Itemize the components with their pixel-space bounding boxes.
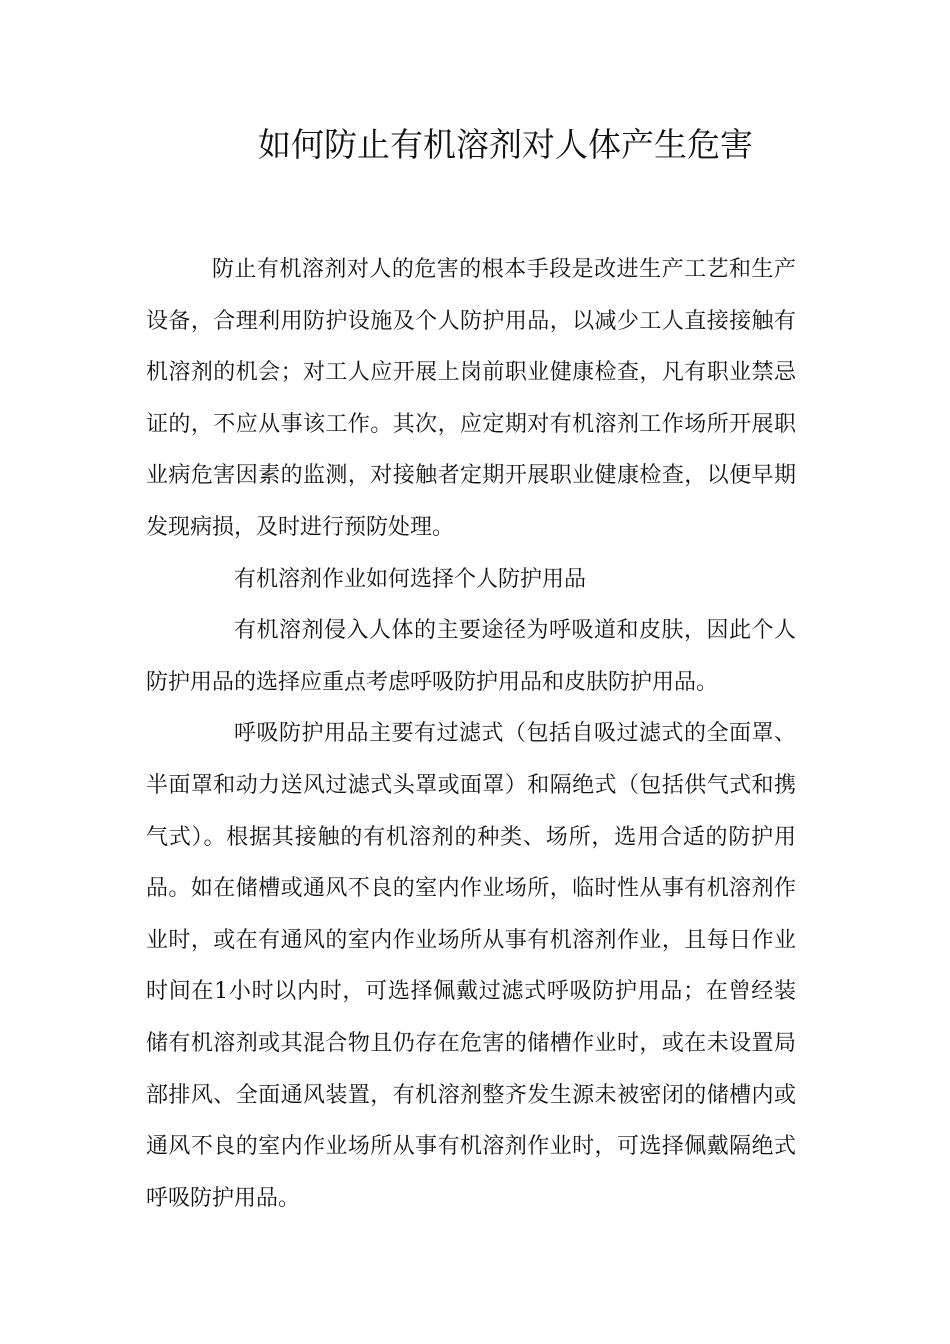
- paragraph-respiratory-protection: 呼吸防护用品主要有过滤式（包括自吸过滤式的全面罩、半面罩和动力送风过滤式头罩或面罩）和隔绝式（包括供气式和携气式）。根据其接触的有机溶剂的种类、场所，选用合适的防护用品。如在储槽或通风不良的室内作业场所，临时性从事有机溶剂作业时，或在有通风的室内作业场所从事有机溶剂作业，且每日作业时间在1小时以内时，可选择佩戴过滤式呼吸防护用品；在曾经装储有机溶剂或其混合物且仍存在危害的储槽作业时，或在未设置局部排风、全面通风装置，有机溶剂整齐发生源未被密闭的储槽内或通风不良的室内作业场所从事有机溶剂作业时，可选择佩戴隔绝式呼吸防护用品。: [146, 721, 796, 1211]
- paragraph-exposure-routes: 有机溶剂侵入人体的主要途径为呼吸道和皮肤，因此个人防护用品的选择应重点考虑呼吸防护用品和皮肤防护用品。: [146, 618, 796, 695]
- document-body: [146, 244, 796, 1224]
- document-title: 如何防止有机溶剂对人体产生危害: [258, 125, 753, 164]
- section-heading-ppe: 有机溶剂作业如何选择个人防护用品: [234, 566, 587, 592]
- paragraph-prevention: 防止有机溶剂对人的危害的根本手段是改进生产工艺和生产设备，合理利用防护设施及个人防护用品，以减少工人直接接触有机溶剂的机会；对工人应开展上岗前职业健康检查，凡有职业禁忌证的，不应从事该工作。其次，应定期对有机溶剂工作场所开展职业病危害因素的监测，对接触者定期开展职业健康检查，以便早期发现病损，及时进行预防处理。: [146, 257, 796, 540]
